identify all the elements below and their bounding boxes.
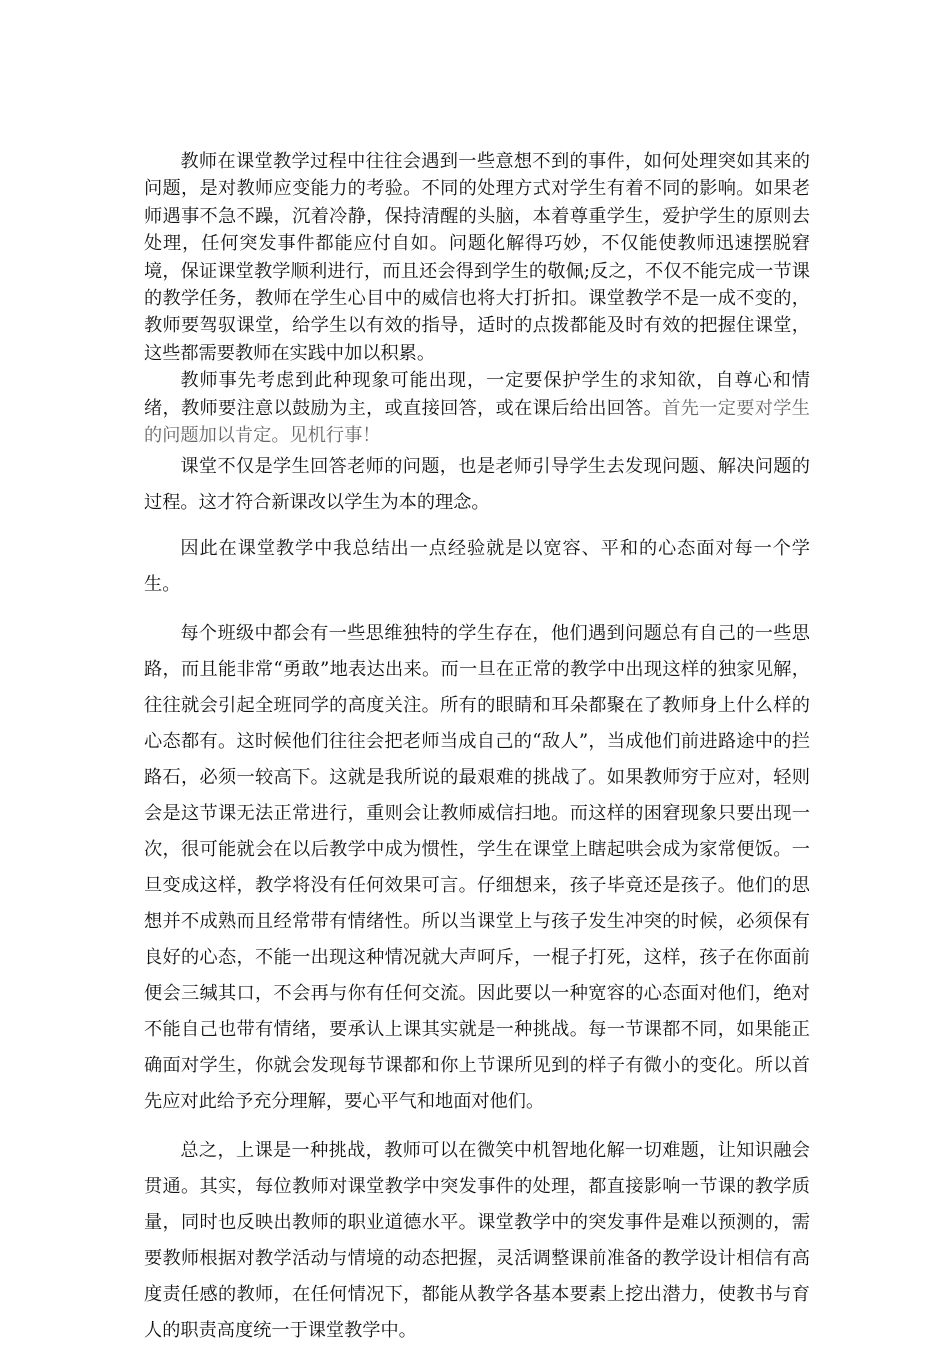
paragraph-5: 每个班级中都会有一些思维独特的学生存在，他们遇到问题总有自己的一些思路，而且能非常“勇敢”地表达出来。而一旦在正常的教学中出现这样的独家见解，往往就会引起全班同学的高度关注。所有的眼睛和耳朵都聚在了教师身上什么样的心态都有。这时候他们往往会把老师当成自己的“敌人”，当成他们前进路途中的拦路石，必须一较高下。这就是我所说的最艰难的挑战了。如果教师穷于应对，轻则会是这节课无法正常进行，重则会让教师威信扫地。而这样的困窘现象只要出现一次，很可能就会在以后教学中成为惯性，学生在课堂上瞎起哄会成为家常便饭。一旦变成这样，教学将没有任何效果可言。仔细想来，孩子毕竟还是孩子。他们的思想并不成熟而且经常带有情绪性。所以当课堂上与孩子发生冲突的时候，必须保有良好的心态，不能一出现这种情况就大声呵斥，一棍子打死，这样，孩子在你面前便会三缄其口，不会再与你有任何交流。因此要以一种宽容的心态面对他们，绝对不能自己也带有情绪，要承认上课其实就是一种挑战。每一节课都不同，如果能正确面对学生，你就会发现每节课都和你上节课所见到的样子有微小的变化。所以首先应对此给予充分理解，要心平气和地面对他们。 [144, 623, 810, 1113]
document-body [144, 148, 810, 1349]
paragraph-4: 因此在课堂教学中我总结出一点经验就是以宽容、平和的心态面对每一个学生。 [144, 538, 810, 596]
paragraph-2-highlight: 首先一定要对学生的问题加以肯定。见机行事！ [144, 397, 810, 447]
paragraph-2 [144, 367, 810, 449]
paragraph-1: 教师在课堂教学过程中往往会遇到一些意想不到的事件，如何处理突如其来的问题，是对教师应变能力的考验。不同的处理方式对学生有着不同的影响。如果老师遇事不急不躁，沉着冷静，保持清醒的头脑，本着尊重学生，爱护学生的原则去处理，任何突发事件都能应付自如。问题化解得巧妙，不仅能使教师迅速摆脱窘境，保证课堂教学顺利进行，而且还会得到学生的敬佩;反之，不仅不能完成一节课的教学任务，教师在学生心目中的威信也将大打折扣。课堂教学不是一成不变的，教师要驾驭课堂，给学生以有效的指导，适时的点拨都能及时有效的把握住课堂，这些都需要教师在实践中加以积累。 [144, 151, 810, 364]
paragraph-3: 课堂不仅是学生回答老师的问题，也是老师引导学生去发现问题、解决问题的过程。这才符合新课改以学生为本的理念。 [144, 456, 810, 514]
paragraph-2-text: 教师事先考虑到此种现象可能出现，一定要保护学生的求知欲，自尊心和情绪，教师要注意以鼓励为主，或直接回答，或在课后给出回答。 [144, 370, 810, 419]
paragraph-6: 总之，上课是一种挑战，教师可以在微笑中机智地化解一切难题，让知识融会贯通。其实，每位教师对课堂教学中突发事件的处理，都直接影响一节课的教学质量，同时也反映出教师的职业道德水平。课堂教学中的突发事件是难以预测的，需要教师根据对教学活动与情境的动态把握，灵活调整课前准备的教学设计相信有高度责任感的教师，在任何情况下，都能从教学各基本要素上挖出潜力，使教书与育人的职责高度统一于课堂教学中。 [144, 1140, 810, 1342]
